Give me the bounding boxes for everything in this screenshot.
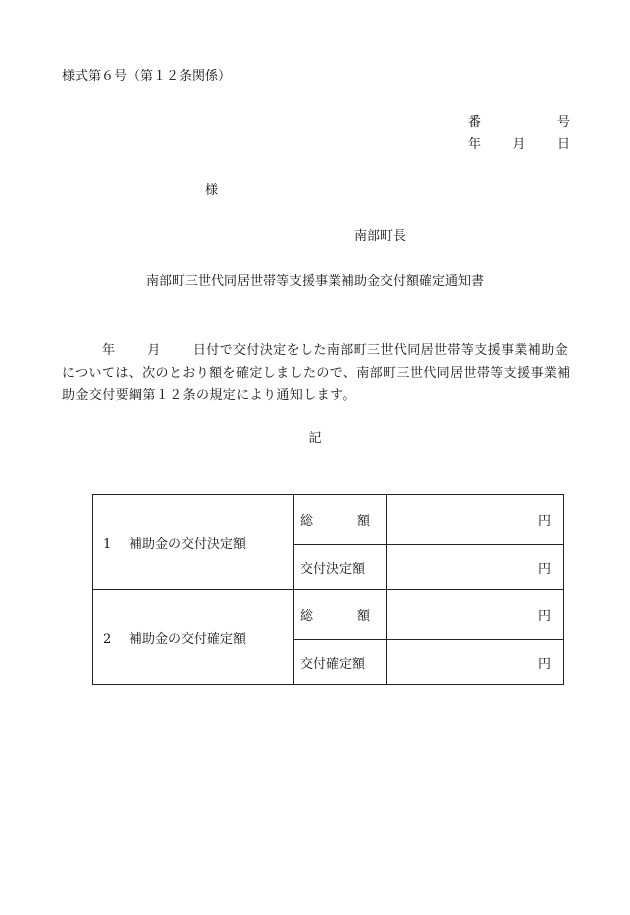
total-amount-cell [387, 495, 564, 545]
sub-label-cell: 交付確定額 [294, 640, 387, 685]
total-label-b: 額 [356, 514, 370, 529]
date-day: 日 [556, 137, 570, 152]
number-label: 番 [468, 115, 482, 130]
body-paragraph [62, 340, 576, 408]
table-row [93, 590, 564, 640]
form-number: 様式第６号（第１２条関係） [62, 69, 232, 84]
date-year: 年 [468, 137, 482, 152]
total-label-b: 額 [356, 609, 370, 624]
reference-date-row [468, 138, 570, 160]
yen-unit: 円 [537, 656, 551, 672]
item-number: 2 [103, 631, 112, 647]
table-row [93, 495, 564, 545]
body-year: 年 [102, 343, 116, 358]
sub-label-cell: 交付決定額 [294, 545, 387, 590]
total-label-a: 総 [300, 514, 314, 529]
item-label: 補助金の交付確定額 [129, 631, 247, 647]
total-label-a: 総 [300, 609, 314, 624]
date-month: 月 [512, 137, 526, 152]
addressee: 様 [205, 183, 219, 198]
yen-unit: 円 [537, 514, 551, 529]
amount-table [92, 494, 564, 685]
total-label-cell [294, 495, 387, 545]
body-text: 日付で交付決定をした南部町三世代同居世帯等支援事業補助金については、次のとおり額を確定しましたので、南部町三世代同居世帯等支援事業補助金交付要綱第１２条の規定により通知します。 [62, 343, 571, 403]
item-number: 1 [103, 536, 112, 552]
yen-unit: 円 [537, 609, 551, 624]
body-month: 月 [147, 343, 161, 358]
sub-amount-cell [387, 545, 564, 590]
reference-block [468, 116, 570, 160]
yen-unit: 円 [537, 561, 551, 577]
total-label-cell [294, 590, 387, 640]
total-amount-cell [387, 590, 564, 640]
item-label-cell [93, 495, 294, 590]
sender: 南部町長 [354, 229, 407, 244]
ki-heading: 記 [308, 431, 322, 446]
item-label-cell [93, 590, 294, 685]
document-title: 南部町三世代同居世帯等支援事業補助金交付額確定通知書 [145, 274, 484, 289]
sub-amount-cell [387, 640, 564, 685]
item-label: 補助金の交付決定額 [129, 536, 247, 552]
number-suffix: 号 [556, 115, 570, 130]
reference-number-row [468, 116, 570, 138]
